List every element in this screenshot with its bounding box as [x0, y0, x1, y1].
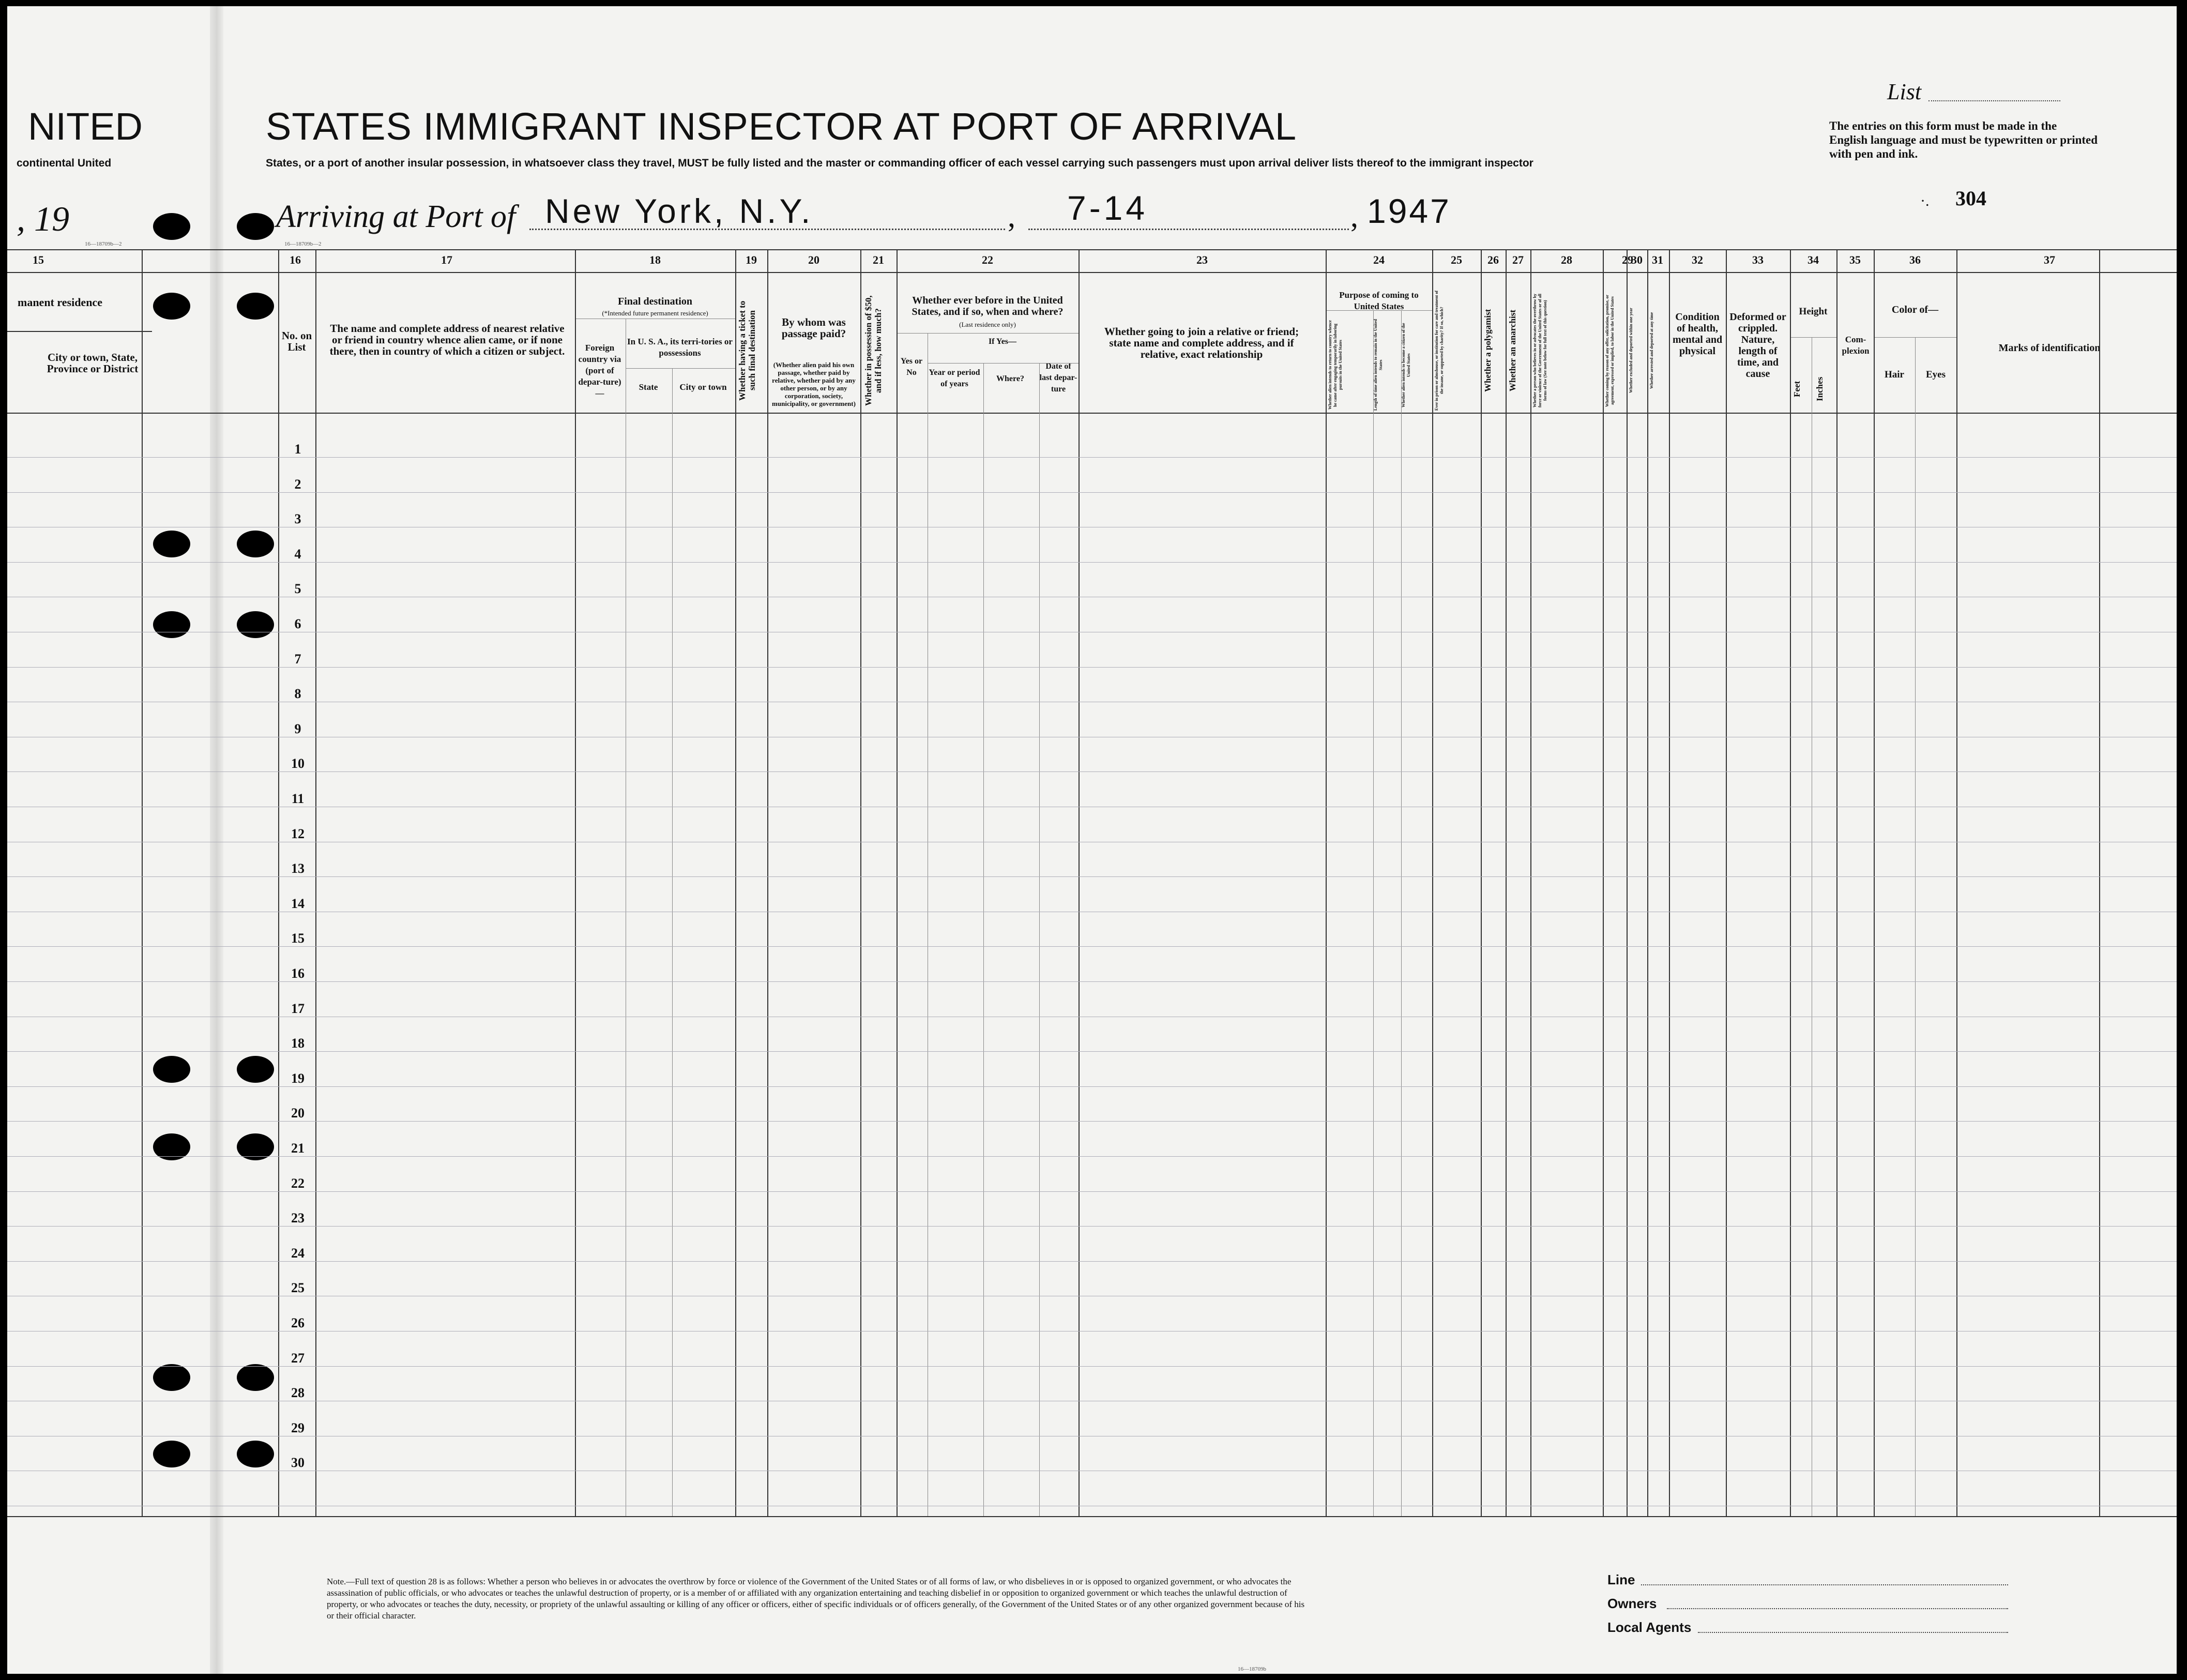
punch-hole [237, 611, 274, 638]
row-number: 4 [294, 547, 301, 562]
row-number: 11 [291, 791, 305, 806]
row-number: 7 [294, 652, 301, 667]
col-num-22: 22 [982, 253, 993, 266]
row-number: 18 [291, 1036, 305, 1051]
manifest-sheet [7, 6, 2177, 1674]
footnote-q28: Note.—Full text of question 28 is as follows: Whether a person who believes in or advocates the overthrow by force or violence of the Government of the United States or of all forms of law, or who disbelieves in or is opposed to organized government, or who advocates the assassination of public officials, or who advocates or teaches the unlawful destruction of property, or is a member of or affiliated with any organization entertaining and teaching disbelief in or opposition to organized government or which teaches the unlawful destruction of property, or who advocates or teaches the duty, necessity, or propriety of the unlawful assaulting or killing of any officer or officers, either of specific individuals or of officers generally, of the Government of the United States or of any other organized government because of his or their official character. [327, 1577, 1305, 1621]
col34-inches: Inches [1815, 376, 1825, 401]
ink-dots: ·. [1920, 192, 1930, 209]
col-num-23: 23 [1196, 253, 1208, 266]
subheader-line [897, 333, 1079, 334]
col18-city: City or town [679, 382, 727, 392]
col-num-30: 30 [1631, 253, 1643, 266]
row-number: 12 [291, 826, 305, 841]
row-number: 3 [294, 511, 301, 526]
row-rule [7, 667, 2177, 668]
col37-head: Marks of identification [1998, 342, 2101, 354]
col-num-31: 31 [1652, 253, 1663, 266]
row-number: 28 [291, 1385, 305, 1400]
col22-where: Where? [996, 374, 1024, 383]
column-border [1481, 249, 1482, 1516]
col-num-16: 16 [290, 253, 301, 266]
subtitle-fragment: continental United [17, 157, 112, 169]
list-line [1928, 100, 2060, 101]
row-number: 8 [294, 686, 301, 701]
col-num-18: 18 [649, 253, 661, 266]
line-label: Line [1607, 1572, 1635, 1587]
punch-hole [153, 293, 190, 320]
col25-head: Ever in prison or almshouse, or institution for care and treatment of the insane, or supported by charity? If so, which? [1434, 291, 1444, 411]
subcolumn-border [1373, 310, 1374, 1516]
row-number: 21 [291, 1141, 305, 1156]
row-number: 14 [291, 896, 305, 911]
row-rule [7, 1261, 2177, 1262]
row-rule [7, 1086, 2177, 1087]
col-num-17: 17 [441, 253, 452, 266]
col24-v2: Length of time alien intends to remain in the United States [1373, 319, 1383, 411]
punch-hole [237, 1364, 274, 1391]
date-line [1028, 229, 1349, 230]
col-num-27: 27 [1512, 253, 1524, 266]
row-rule [7, 771, 2177, 772]
column-border [1603, 249, 1604, 1516]
row-number: 10 [291, 756, 305, 771]
col36-hair: Hair [1885, 369, 1904, 380]
column-border [1669, 249, 1670, 1516]
column-border [142, 249, 143, 1516]
local-agents-label: Local Agents [1607, 1620, 1692, 1635]
row-rule [7, 1226, 2177, 1227]
column-border [1627, 249, 1628, 1516]
col24-head: Purpose of coming to United States [1339, 290, 1419, 311]
row-number: 2 [294, 477, 301, 492]
row-rule [7, 876, 2177, 877]
col18-head: Final destination [618, 296, 692, 307]
col20-head: By whom was passage paid? [781, 316, 846, 340]
date-prefix: , 19 [17, 199, 69, 238]
local-agents-field [1698, 1632, 2008, 1633]
col22-head: Whether ever before in the United States, and if so, when and where? [912, 295, 1064, 317]
table-border-h [7, 249, 2177, 250]
column-border [315, 249, 316, 1516]
arriving-label: Arriving at Port of [276, 199, 516, 234]
col18-note: (*Intended future permanent residence) [602, 309, 708, 317]
col32-head: Condition of health, mental and physical [1672, 311, 1723, 357]
punch-hole [153, 1441, 190, 1467]
column-border [735, 249, 736, 1516]
col18-foreign: Foreign country via (port of depar-ture)— [578, 343, 621, 398]
column-border [2099, 249, 2100, 1516]
row-rule [7, 1121, 2177, 1122]
row-rule [7, 492, 2177, 493]
table-border-h [7, 272, 2177, 273]
column-border [1836, 249, 1837, 1516]
col-num-25: 25 [1451, 253, 1462, 266]
column-border [1432, 249, 1433, 1516]
col-num-24: 24 [1373, 253, 1385, 266]
col21-head: Whether in possession of $50, and if less, how much? [863, 295, 883, 406]
col34-feet: Feet [1792, 381, 1802, 397]
row-number: 20 [291, 1106, 305, 1121]
col-num-20: 20 [808, 253, 819, 266]
owners-label: Owners [1607, 1596, 1657, 1611]
row-number: 26 [291, 1315, 305, 1330]
column-border [860, 249, 861, 1516]
column-border [897, 249, 898, 1516]
col-num-29: 29 [1622, 253, 1633, 266]
column-border [1079, 249, 1080, 1516]
column-border [1326, 249, 1327, 1516]
col-num-33: 33 [1752, 253, 1764, 266]
punch-hole [237, 531, 274, 557]
row-number: 25 [291, 1280, 305, 1295]
title-fragment: NITED [28, 105, 143, 148]
date-handwritten: 7-14 [1067, 189, 1148, 227]
punch-hole [153, 1364, 190, 1391]
col-num-34: 34 [1808, 253, 1819, 266]
subheader-line [1326, 310, 1432, 311]
row-number: 19 [291, 1071, 305, 1086]
row-number: 27 [291, 1351, 305, 1366]
list-label: List [1887, 79, 1922, 104]
col19-head: Whether having a ticket to such final destination [737, 300, 757, 401]
subheader-line [626, 368, 735, 369]
col17-head: The name and complete address of nearest relative or friend in country whence alien came, or if none there, then in country of which a citizen or subject. [329, 322, 565, 357]
subtitle: States, or a port of another insular possession, in whatsoever class they travel, MUST be fully listed and the master or commanding officer of each vessel carrying such passengers must upon arrival deliver lists thereof to the immigrant inspector [266, 157, 1533, 169]
row-number: 1 [294, 442, 301, 457]
row-number: 13 [291, 861, 305, 876]
row-number: 23 [291, 1210, 305, 1225]
col29-head: Whether coming by reason of any offer, solicitation, promise, or agreement, expressed or implied, to labor in the United States [1605, 294, 1615, 407]
row-number: 22 [291, 1176, 305, 1191]
col-num-21: 21 [873, 253, 884, 266]
col15-head: manent residence [18, 296, 102, 309]
col36-eyes: Eyes [1926, 369, 1946, 380]
col15-sub: City or town, State, Province or District [47, 351, 139, 375]
col22-ifyes: If Yes— [988, 337, 1017, 346]
col-num-35: 35 [1849, 253, 1861, 266]
row-number: 6 [294, 616, 301, 631]
col22-yesno: Yes or No [900, 357, 923, 377]
col31-head: Whether arrested and deported at any time [1649, 312, 1654, 389]
table-border-h [7, 331, 152, 332]
row-rule [7, 946, 2177, 947]
col35-head: Com-plexion [1842, 335, 1870, 356]
row-rule [7, 1051, 2177, 1052]
column-border [575, 249, 576, 1516]
col20-note: (Whether alien paid his own passage, whether paid by relative, whether paid by any other person, or by any corporation, society, municipality, or government) [772, 361, 856, 407]
line-field [1641, 1584, 2008, 1585]
subheader-line [928, 363, 1079, 364]
row-rule [7, 457, 2177, 458]
row-number: 15 [291, 931, 305, 946]
row-number: 5 [294, 581, 301, 596]
page-title: STATES IMMIGRANT INSPECTOR AT PORT OF ARRIVAL [266, 105, 1297, 148]
comma-2: , [1350, 199, 1358, 233]
col-num-28: 28 [1561, 253, 1572, 266]
row-number: 30 [291, 1455, 305, 1470]
subcolumn-border [672, 368, 673, 1516]
col-num-32: 32 [1692, 253, 1703, 266]
list-number: 304 [1955, 187, 1986, 210]
row-rule [7, 1156, 2177, 1157]
column-border [767, 249, 768, 1516]
row-number: 16 [291, 966, 305, 981]
owners-field [1667, 1608, 2008, 1609]
col34-head: Height [1799, 306, 1828, 317]
col22-year: Year or period of years [929, 368, 980, 388]
col24-v1: Whether alien intends to return to country whence he came after engaging temporarily in laboring pursuits in the United States [1328, 320, 1343, 410]
subcolumn-border [1039, 363, 1040, 1516]
col27-head: Whether an anarchist [1508, 309, 1517, 392]
punch-hole [153, 611, 190, 638]
col22-date: Date of last depar-ture [1039, 362, 1077, 393]
column-border [1874, 249, 1875, 1516]
row-number: 9 [294, 721, 301, 736]
table-bottom-border [7, 1516, 2177, 1517]
punch-hole [153, 531, 190, 557]
row-rule [7, 1366, 2177, 1367]
subcolumn-border [1915, 337, 1916, 1516]
col-num-15: 15 [33, 253, 44, 266]
form-code-bottom: 16—18709b [1238, 1666, 1266, 1672]
column-border [1506, 249, 1507, 1516]
col-num-37: 37 [2044, 253, 2055, 266]
col-num-36: 36 [1909, 253, 1921, 266]
punch-hole [237, 1056, 274, 1083]
col-num-19: 19 [746, 253, 757, 266]
col33-head: Deformed or crippled. Nature, length of time, and cause [1729, 311, 1786, 380]
col23-head: Whether going to join a relative or friend; state name and complete address, and if relative, exact relationship [1104, 325, 1299, 360]
col30-head: Whether excluded and deported within one year [1629, 308, 1633, 393]
subcolumn-border [983, 363, 984, 1516]
subcolumn-border [1401, 310, 1402, 1516]
col16-head: No. on List [281, 329, 312, 353]
form-code-left: 16—18709b—2 [85, 241, 122, 247]
entries-note: The entries on this form must be made in the English language and must be typewritten or printed with pen and ink. [1829, 119, 2098, 160]
row-rule [7, 562, 2177, 563]
port-handwritten: New York, N.Y. [545, 192, 814, 230]
column-border [1530, 249, 1531, 1516]
col18-state: State [639, 382, 658, 392]
column-border [1647, 249, 1648, 1516]
col-num-26: 26 [1487, 253, 1499, 266]
header-bottom-border [7, 413, 2177, 414]
form-code-mid: 16—18709b—2 [284, 241, 322, 247]
column-border [1790, 249, 1791, 1516]
column-border [1956, 249, 1957, 1516]
year-handwritten: 1947 [1367, 192, 1451, 230]
punch-hole [237, 1441, 274, 1467]
punch-hole [237, 213, 274, 240]
subheader-line [1790, 337, 1836, 338]
column-border [278, 249, 279, 1516]
row-rule [7, 981, 2177, 982]
page-fold-shadow [210, 6, 223, 1674]
col24-v3: Whether alien intends to become a citizen of the United States [1401, 323, 1411, 407]
row-number: 17 [291, 1001, 305, 1016]
col26-head: Whether a polygamist [1483, 309, 1493, 392]
punch-hole [237, 293, 274, 320]
col36-head: Color of— [1891, 304, 1939, 315]
row-number: 29 [291, 1420, 305, 1435]
punch-hole [153, 1056, 190, 1083]
row-rule [7, 1191, 2177, 1192]
row-number: 24 [291, 1246, 305, 1261]
col22-note: (Last residence only) [959, 321, 1016, 328]
col28-head: Whether a person who believes in or advocates the overthrow by force or violence of the Government of the United States or of all forms of law (See note below for full text of this question) [1532, 294, 1547, 407]
column-border [1726, 249, 1727, 1516]
comma-1: , [1008, 199, 1015, 233]
punch-hole [153, 213, 190, 240]
col18-usa: In U. S. A., its terri-tories or possessions [627, 337, 733, 358]
